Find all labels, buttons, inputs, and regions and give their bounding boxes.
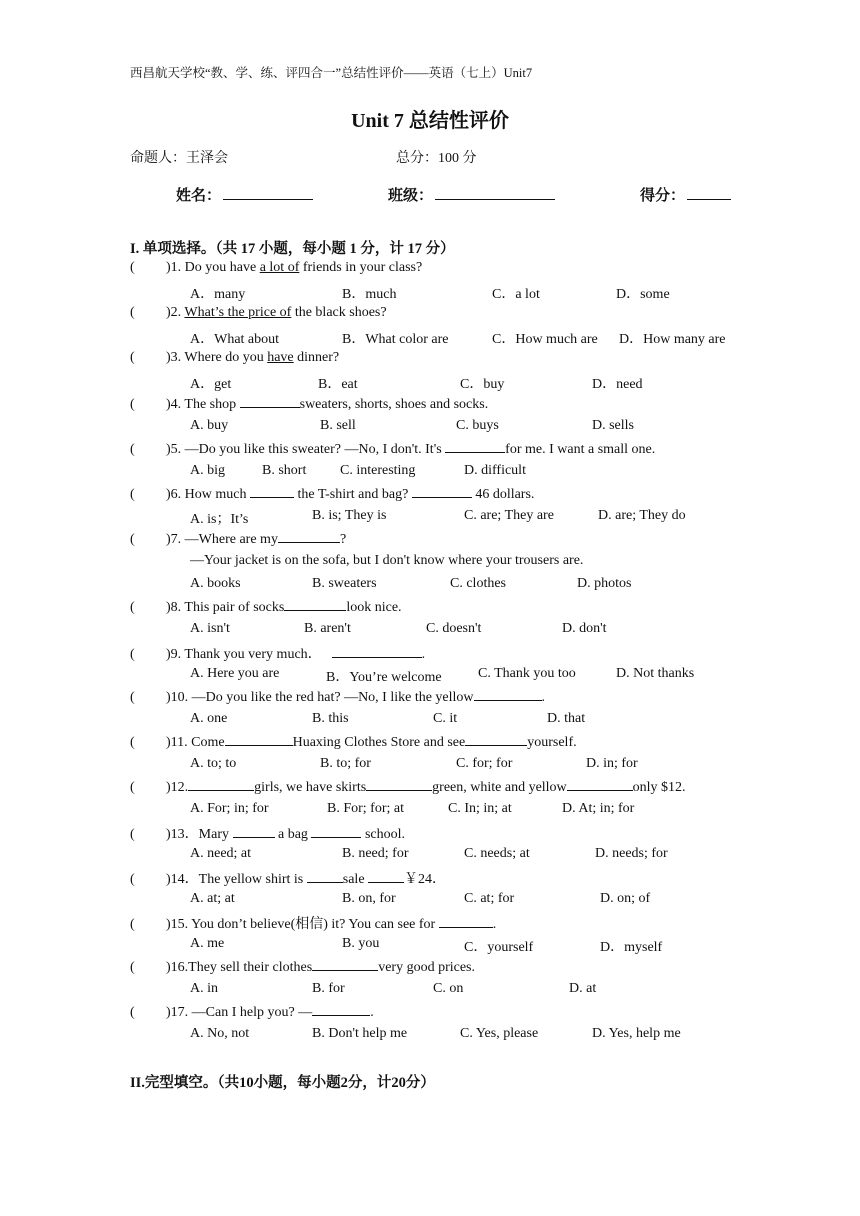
answer-blank[interactable] bbox=[567, 778, 633, 791]
question-13: ( )13．Mary a bag school. bbox=[130, 827, 405, 842]
option-d[interactable]: D．some bbox=[616, 287, 670, 302]
question-12: ( )12. girls, we have skirts green, white and yellow only $12. bbox=[130, 780, 686, 795]
option-a[interactable]: A. one bbox=[190, 711, 228, 726]
option-b[interactable]: B．eat bbox=[318, 377, 358, 392]
option-a[interactable]: A. need; at bbox=[190, 846, 252, 861]
answer-blank[interactable] bbox=[368, 870, 404, 883]
class-field[interactable] bbox=[388, 184, 555, 205]
option-b[interactable]: B. need; for bbox=[342, 846, 409, 861]
question-4: ( )4. The shop sweaters, shorts, shoes and socks. bbox=[130, 397, 489, 412]
class-label: 班级： bbox=[388, 188, 434, 204]
option-b[interactable]: B. to; for bbox=[320, 756, 371, 771]
answer-blank[interactable] bbox=[439, 915, 493, 928]
option-b[interactable]: B．You’re welcome bbox=[326, 670, 442, 685]
option-d[interactable]: D. needs; for bbox=[595, 846, 668, 861]
option-a[interactable]: A. isn't bbox=[190, 621, 230, 636]
option-c[interactable]: C．yourself bbox=[464, 940, 534, 955]
answer-blank[interactable] bbox=[474, 688, 542, 701]
option-d[interactable]: D. don't bbox=[562, 621, 607, 636]
question-8: ( )8. This pair of socks look nice. bbox=[130, 600, 402, 615]
section-2-heading: II.完型填空。（共10小题，每小题2分，计20分） bbox=[130, 1075, 435, 1091]
question-9: ( )9. Thank you very much． . bbox=[130, 647, 426, 662]
section-1-heading: I. 单项选择。（共 17 小题，每小题 1 分，计 17 分） bbox=[130, 241, 455, 257]
option-b[interactable]: B. on, for bbox=[342, 891, 396, 906]
class-blank[interactable] bbox=[435, 185, 555, 200]
name-field[interactable] bbox=[176, 184, 313, 205]
option-b[interactable]: B. aren't bbox=[304, 621, 351, 636]
answer-blank[interactable] bbox=[225, 733, 293, 746]
option-d[interactable]: D. at bbox=[569, 981, 597, 996]
option-a[interactable]: A. is；It’s bbox=[190, 512, 249, 527]
option-c[interactable]: C. are; They are bbox=[464, 508, 554, 523]
option-d[interactable]: D．need bbox=[592, 377, 643, 392]
option-a[interactable]: A. big bbox=[190, 463, 225, 478]
question-5: ( )5. —Do you like this sweater? —No, I don't. It's for me. I want a small one. bbox=[130, 442, 656, 457]
question-7: ( )7. —Where are my ? bbox=[130, 532, 347, 547]
answer-blank[interactable] bbox=[307, 870, 343, 883]
question-6: ( )6. How much the T-shirt and bag? 46 dollars. bbox=[130, 487, 535, 502]
option-c[interactable]: C. Thank you too bbox=[478, 666, 576, 681]
option-c[interactable]: C．buy bbox=[460, 377, 505, 392]
total-score-label: 总分：100 分 bbox=[396, 151, 477, 166]
option-d[interactable]: D. Not thanks bbox=[616, 666, 695, 681]
answer-blank[interactable] bbox=[465, 733, 527, 746]
question-2: ( )2. What’s the price of the black shoes? bbox=[130, 305, 387, 320]
option-b[interactable]: B. sell bbox=[320, 418, 356, 433]
author-label: 命题人：王泽会 bbox=[130, 151, 228, 166]
option-c[interactable]: C．a lot bbox=[492, 287, 540, 302]
option-a[interactable]: A. me bbox=[190, 936, 225, 951]
option-c[interactable]: C. interesting bbox=[340, 463, 416, 478]
option-b[interactable]: B．What color are bbox=[342, 332, 449, 347]
option-b[interactable]: B. you bbox=[342, 936, 380, 951]
option-a[interactable]: A. in bbox=[190, 981, 218, 996]
question-7-reply: —Your jacket is on the sofa, but I don't know where your trousers are. bbox=[190, 553, 584, 568]
name-label: 姓名： bbox=[176, 188, 222, 204]
option-d[interactable]: D. At; in; for bbox=[562, 801, 635, 816]
option-c[interactable]: C. at; for bbox=[464, 891, 515, 906]
question-15: ( )15. You don’t believe(相信) it? You can see for . bbox=[130, 917, 497, 932]
option-d[interactable]: D．myself bbox=[600, 940, 663, 955]
option-c[interactable]: C. Yes, please bbox=[460, 1026, 539, 1041]
answer-blank[interactable] bbox=[250, 485, 294, 498]
page-header: 西昌航天学校“教、学、练、评四合一”总结性评价——英语（七上）Unit7 bbox=[130, 66, 533, 80]
answer-blank[interactable] bbox=[188, 778, 254, 791]
option-a[interactable]: A．get bbox=[190, 377, 232, 392]
option-c[interactable]: C. buys bbox=[456, 418, 499, 433]
option-a[interactable]: A. books bbox=[190, 576, 241, 591]
option-b[interactable]: B．much bbox=[342, 287, 397, 302]
answer-blank[interactable] bbox=[412, 485, 472, 498]
question-17: ( )17. —Can I help you? — . bbox=[130, 1005, 374, 1020]
option-d[interactable]: D. Yes, help me bbox=[592, 1026, 681, 1041]
option-c[interactable]: C. for; for bbox=[456, 756, 513, 771]
option-a[interactable]: A. buy bbox=[190, 418, 229, 433]
option-a[interactable]: A．What about bbox=[190, 332, 280, 347]
option-c[interactable]: C. it bbox=[433, 711, 458, 726]
question-10: ( )10. —Do you like the red hat? —No, I like the yellow . bbox=[130, 690, 546, 705]
answer-blank[interactable] bbox=[312, 958, 378, 971]
score-blank[interactable] bbox=[687, 185, 731, 200]
question-1: ( )1. Do you have a lot of friends in your class? bbox=[130, 260, 423, 275]
option-c[interactable]: C. on bbox=[433, 981, 464, 996]
name-blank[interactable] bbox=[223, 185, 313, 200]
option-d[interactable]: D. that bbox=[547, 711, 586, 726]
option-d[interactable]: D．How many are bbox=[619, 332, 726, 347]
answer-blank[interactable] bbox=[240, 395, 300, 408]
option-d[interactable]: D. are; They do bbox=[598, 508, 686, 523]
option-a[interactable]: A. For; in; for bbox=[190, 801, 269, 816]
question-11: ( )11. Come Huaxing Clothes Store and see yourself. bbox=[130, 735, 577, 750]
option-c[interactable]: C. clothes bbox=[450, 576, 506, 591]
page-title: Unit 7 总结性评价 bbox=[351, 110, 509, 132]
option-b[interactable]: B. For; for; at bbox=[327, 801, 404, 816]
option-b[interactable]: B. is; They is bbox=[312, 508, 387, 523]
option-a[interactable]: A．many bbox=[190, 287, 246, 302]
option-b[interactable]: B. for bbox=[312, 981, 345, 996]
option-b[interactable]: B. Don't help me bbox=[312, 1026, 408, 1041]
option-c[interactable]: C. In; in; at bbox=[448, 801, 512, 816]
option-a[interactable]: A. at; at bbox=[190, 891, 235, 906]
answer-blank[interactable] bbox=[366, 778, 432, 791]
question-14: ( )14．The yellow shirt is sale ￥24． bbox=[130, 872, 447, 887]
answer-blank[interactable] bbox=[332, 645, 422, 658]
option-d[interactable]: D. in; for bbox=[586, 756, 638, 771]
option-c[interactable]: C. doesn't bbox=[426, 621, 482, 636]
option-d[interactable]: D. sells bbox=[592, 418, 634, 433]
option-a[interactable]: A. to; to bbox=[190, 756, 237, 771]
question-3: ( )3. Where do you have dinner? bbox=[130, 350, 340, 365]
option-d[interactable]: D. photos bbox=[577, 576, 632, 591]
answer-blank[interactable] bbox=[233, 825, 275, 838]
option-c[interactable]: C．How much are bbox=[492, 332, 598, 347]
option-d[interactable]: D. difficult bbox=[464, 463, 526, 478]
answer-blank[interactable] bbox=[311, 825, 361, 838]
answer-blank[interactable] bbox=[284, 598, 346, 611]
score-field[interactable] bbox=[640, 184, 731, 205]
option-a[interactable]: A. Here you are bbox=[190, 666, 280, 681]
answer-blank[interactable] bbox=[445, 440, 505, 453]
answer-blank[interactable] bbox=[312, 1003, 370, 1016]
score-label: 得分： bbox=[640, 188, 686, 204]
answer-blank[interactable] bbox=[278, 530, 340, 543]
option-b[interactable]: B. this bbox=[312, 711, 349, 726]
option-b[interactable]: B. short bbox=[262, 463, 307, 478]
question-16: ( )16.They sell their clothes very good prices. bbox=[130, 960, 475, 975]
option-c[interactable]: C. needs; at bbox=[464, 846, 530, 861]
option-b[interactable]: B. sweaters bbox=[312, 576, 377, 591]
option-d[interactable]: D. on; of bbox=[600, 891, 651, 906]
option-a[interactable]: A. No, not bbox=[190, 1026, 250, 1041]
